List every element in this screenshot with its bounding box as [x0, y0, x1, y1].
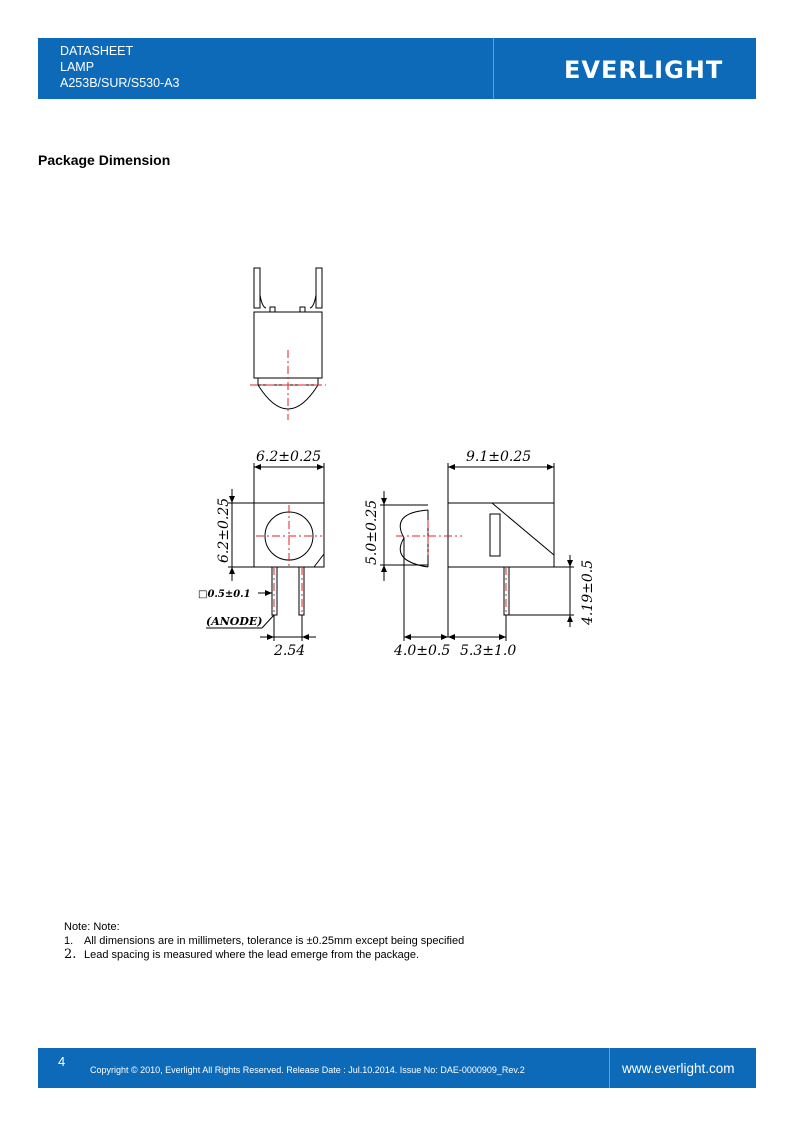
note-number: 2. — [64, 947, 77, 962]
dim-side-height: 5.0±0.25 — [364, 499, 380, 565]
note-text: All dimensions are in millimeters, tolerance is ±0.25mm except being specified — [84, 935, 465, 947]
page-header — [38, 38, 756, 99]
dim-width-front: 6.2±0.25 — [256, 449, 322, 465]
part-number: A253B/SUR/S530-A3 — [60, 76, 180, 90]
note-item — [64, 948, 464, 962]
footer-divider — [609, 1048, 610, 1088]
page-number: 4 — [58, 1054, 66, 1069]
label-anode: (ANODE) — [206, 615, 263, 628]
section-title: Package Dimension — [38, 152, 171, 168]
note-item — [64, 934, 464, 948]
top-view-centerlines — [250, 350, 326, 420]
brand-logo: EVERLIGHT — [564, 56, 724, 84]
dim-lead-size: □0.5±0.1 — [198, 589, 251, 600]
header-divider — [493, 38, 494, 99]
front-view-centerlines — [256, 505, 322, 615]
document-info — [60, 43, 180, 91]
side-view — [380, 463, 574, 641]
website-link[interactable]: www.everlight.com — [622, 1061, 735, 1076]
copyright-text: Copyright © 2010, Everlight All Rights Reserved. Release Date : Jul.10.2014. Issue No: DAE-0000909_Rev.2 — [90, 1065, 525, 1075]
doc-type: DATASHEET — [60, 44, 134, 58]
notes-title: Note: Note: — [64, 921, 120, 933]
doc-category: LAMP — [60, 60, 95, 74]
dim-lead-spacing: 2.54 — [274, 643, 306, 659]
dim-lead-length: 5.3±1.0 — [460, 643, 517, 659]
dim-lens-depth: 4.0±0.5 — [394, 643, 451, 659]
dim-lead-offset: 4.19±0.5 — [580, 559, 596, 625]
page-footer — [38, 1048, 756, 1088]
dim-height-front: 6.2±0.25 — [216, 497, 232, 563]
note-number: 1. — [64, 935, 74, 947]
notes-section — [64, 920, 464, 962]
note-text: Lead spacing is measured where the lead emerge from the package. — [84, 949, 420, 961]
package-dimension-drawing — [190, 255, 610, 665]
dim-side-length: 9.1±0.25 — [466, 449, 532, 465]
